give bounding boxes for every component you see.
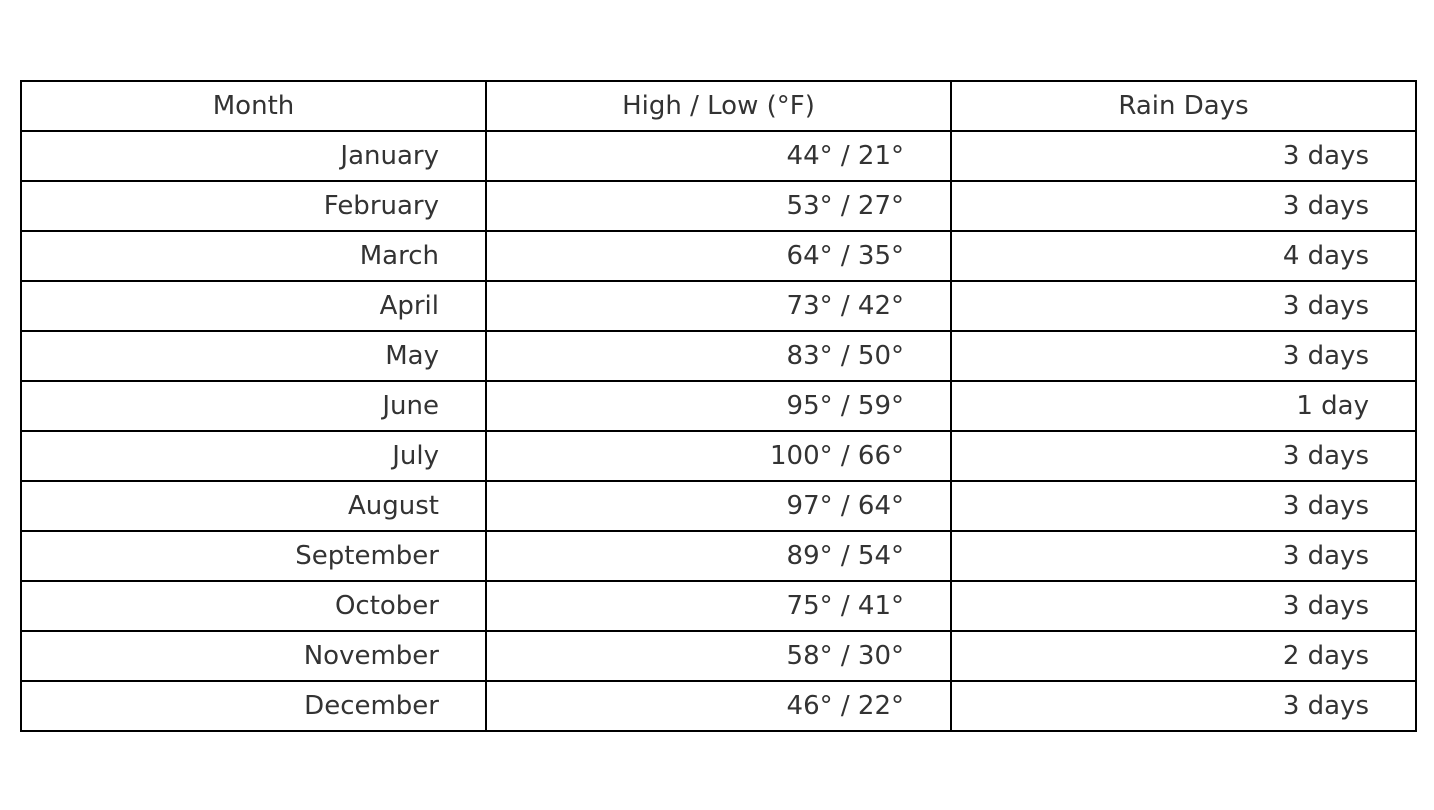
table-row — [21, 131, 1416, 181]
table-row — [21, 481, 1416, 531]
high-low-cell: 100° / 66° — [486, 431, 951, 481]
month-cell: November — [21, 631, 486, 681]
rain-days-cell: 3 days — [951, 331, 1416, 381]
month-cell: June — [21, 381, 486, 431]
table-row — [21, 531, 1416, 581]
table-row — [21, 281, 1416, 331]
rain-days-cell: 3 days — [951, 581, 1416, 631]
table-row — [21, 681, 1416, 731]
month-cell: March — [21, 231, 486, 281]
rain-days-cell: 3 days — [951, 131, 1416, 181]
rain-days-cell: 3 days — [951, 681, 1416, 731]
table-row — [21, 381, 1416, 431]
table-body — [21, 131, 1416, 731]
high-low-cell: 58° / 30° — [486, 631, 951, 681]
table-row — [21, 431, 1416, 481]
high-low-cell: 46° / 22° — [486, 681, 951, 731]
rain-days-cell: 3 days — [951, 481, 1416, 531]
high-low-cell: 97° / 64° — [486, 481, 951, 531]
rain-days-cell: 1 day — [951, 381, 1416, 431]
month-cell: February — [21, 181, 486, 231]
header-row — [21, 81, 1416, 131]
high-low-cell: 53° / 27° — [486, 181, 951, 231]
high-low-cell: 89° / 54° — [486, 531, 951, 581]
month-cell: October — [21, 581, 486, 631]
rain-days-cell: 3 days — [951, 181, 1416, 231]
table-row — [21, 181, 1416, 231]
rain-days-cell: 3 days — [951, 431, 1416, 481]
month-cell: December — [21, 681, 486, 731]
column-header-high-low: High / Low (°F) — [486, 81, 951, 131]
high-low-cell: 95° / 59° — [486, 381, 951, 431]
month-cell: August — [21, 481, 486, 531]
table-row — [21, 581, 1416, 631]
month-cell: April — [21, 281, 486, 331]
month-cell: September — [21, 531, 486, 581]
table-row — [21, 331, 1416, 381]
high-low-cell: 64° / 35° — [486, 231, 951, 281]
climate-table — [20, 80, 1417, 732]
table-row — [21, 231, 1416, 281]
rain-days-cell: 3 days — [951, 281, 1416, 331]
high-low-cell: 75° / 41° — [486, 581, 951, 631]
rain-days-cell: 4 days — [951, 231, 1416, 281]
high-low-cell: 83° / 50° — [486, 331, 951, 381]
column-header-rain-days: Rain Days — [951, 81, 1416, 131]
table-row — [21, 631, 1416, 681]
month-cell: May — [21, 331, 486, 381]
high-low-cell: 44° / 21° — [486, 131, 951, 181]
high-low-cell: 73° / 42° — [486, 281, 951, 331]
column-header-month: Month — [21, 81, 486, 131]
table-header — [21, 81, 1416, 131]
month-cell: January — [21, 131, 486, 181]
month-cell: July — [21, 431, 486, 481]
rain-days-cell: 3 days — [951, 531, 1416, 581]
rain-days-cell: 2 days — [951, 631, 1416, 681]
